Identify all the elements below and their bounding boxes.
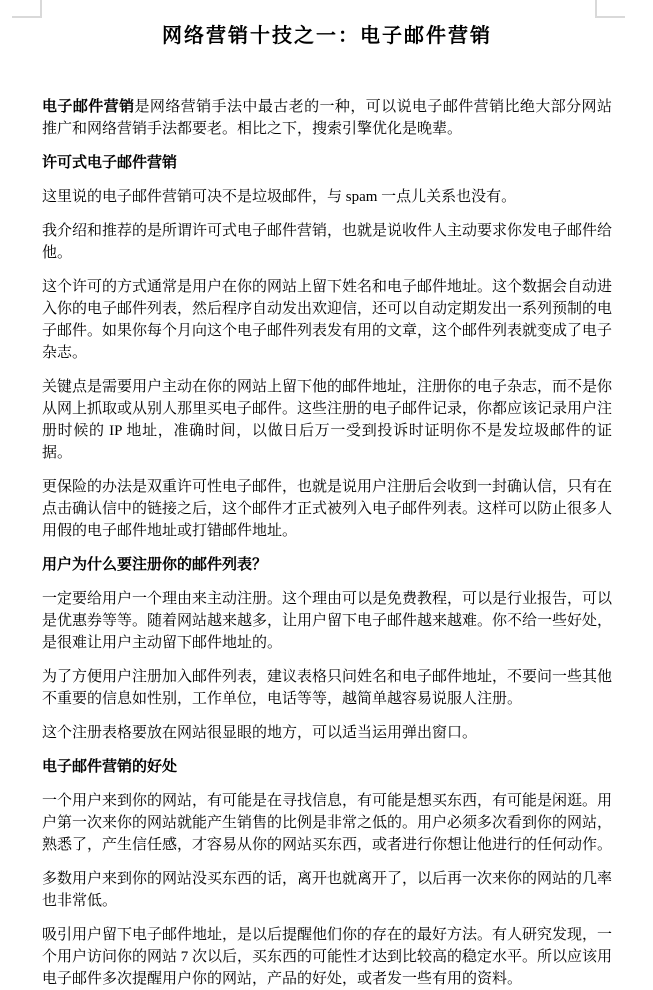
body-paragraph: 多数用户来到你的网站没买东西的话，离开也就离开了，以后再一次来你的网站的几率也非常低。 [42,871,613,909]
body-paragraph: 更保险的办法是双重许可性电子邮件，也就是说用户注册后会收到一封确认信，只有在点击确认信中的链接之后，这个邮件才正式被列入电子邮件列表。这样可以防止很多人用假的电子邮件地址或打错邮件地址。 [42,479,613,539]
document-body [42,96,612,990]
section-heading: 电子邮件营销的好处 [42,759,178,775]
body-paragraph: 我介绍和推荐的是所谓许可式电子邮件营销，也就是说收件人主动要求你发电子邮件给他。 [42,223,613,261]
page-title: 网络营销十技之一：电子邮件营销 [162,25,492,47]
body-paragraph: 一定要给用户一个理由来主动注册。这个理由可以是免费教程，可以是行业报告，可以是优惠券等等。随着网站越来越多，让用户留下电子邮件越来越难。你不给一些好处，是很难让用户主动留下邮件地址的。 [42,591,613,651]
body-paragraph: 这里说的电子邮件营销可决不是垃圾邮件，与 spam 一点儿关系也没有。 [42,189,517,205]
body-paragraph: 这个注册表格要放在网站很显眼的地方，可以适当运用弹出窗口。 [42,725,478,741]
section-heading: 许可式电子邮件营销 [42,155,178,171]
text-boundary-mark-top-right [595,0,625,18]
body-paragraph: 一个用户来到你的网站，有可能是在寻找信息，有可能是想买东西，有可能是闲逛。用户第一次来你的网站就能产生销售的比例是非常之低的。用户必须多次看到你的网站，熟悉了，产生信任感，才容易从你的网站买东西，或者进行你想让他进行的任何动作。 [42,793,613,853]
paragraph-lead-bold: 电子邮件营销 [42,99,135,115]
section-heading: 用户为什么要注册你的邮件列表？ [42,557,268,573]
body-paragraph: 关键点是需要用户主动在你的网站上留下他的邮件地址，注册你的电子杂志，而不是你从网上抓取或从别人那里买电子邮件。这些注册的电子邮件记录，你都应该记录用户注册时候的 IP 地址，准确时间，以做日后万一受到投诉时证明你不是发垃圾邮件的证据。 [42,379,613,461]
body-paragraph: 为了方便用户注册加入邮件列表，建议表格只问姓名和电子邮件地址，不要问一些其他不重要的信息如性别，工作单位，电话等等，越简单越容易说服人注册。 [42,669,613,707]
body-paragraph: 电子邮件营销是网络营销手法中最古老的一种，可以说电子邮件营销比绝大部分网站推广和网络营销手法都要老。相比之下，搜索引擎优化是晚辈。 [42,99,612,137]
text-boundary-mark-top-left [12,0,42,18]
body-paragraph: 吸引用户留下电子邮件地址，是以后提醒他们你的存在的最好方法。有人研究发现，一个用户访问你的网站 7 次以后，买东西的可能性才达到比较高的稳定水平。所以应该用电子邮件多次提醒用户你的网站，产品的好处，或者发一些有用的资料。 [42,927,613,987]
body-paragraph: 这个许可的方式通常是用户在你的网站上留下姓名和电子邮件地址。这个数据会自动进入你的电子邮件列表，然后程序自动发出欢迎信，还可以自动定期发出一系列预制的电子邮件。如果你每个月向这个电子邮件列表发有用的文章，这个邮件列表就变成了电子杂志。 [42,279,613,361]
